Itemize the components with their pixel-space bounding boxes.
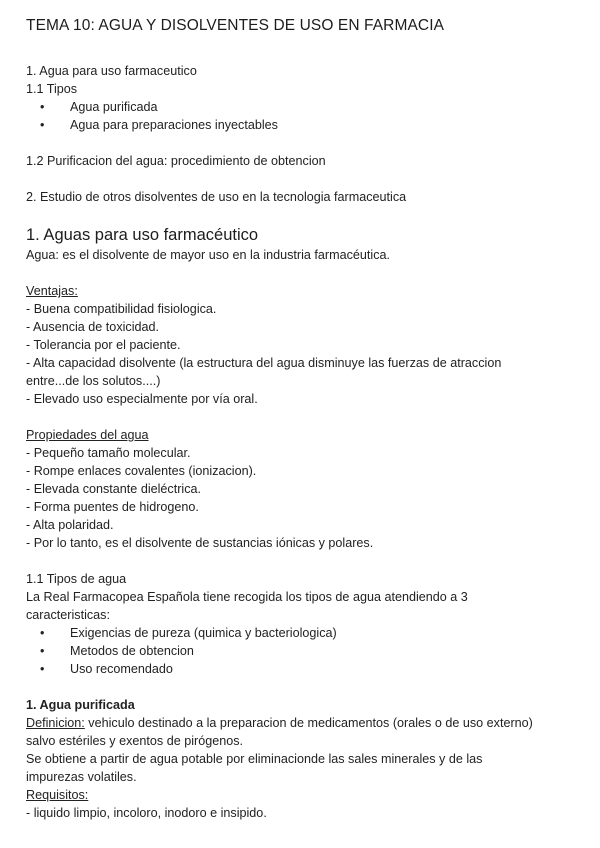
requisito-item: - liquido limpio, incoloro, inodoro e insipido. bbox=[26, 806, 267, 820]
section-heading-aguas: 1. Aguas para uso farmacéutico bbox=[26, 226, 259, 244]
index-item-1: 1. Agua para uso farmaceutico bbox=[26, 64, 197, 78]
propiedad-item: - Forma puentes de hidrogeno. bbox=[26, 500, 199, 514]
tipos-text-line-1: La Real Farmacopea Española tiene recogida los tipos de agua atendiendo a 3 bbox=[26, 590, 468, 604]
definicion-line-2: salvo estériles y exentos de pirógenos. bbox=[26, 734, 244, 748]
ventaja-item: - Tolerancia por el paciente. bbox=[26, 338, 181, 352]
propiedad-item: - Rompe enlaces covalentes (ionizacion). bbox=[26, 464, 257, 478]
index-item-2: 2. Estudio de otros disolventes de uso en la tecnologia farmaceutica bbox=[26, 190, 407, 204]
bullet-icon: • bbox=[40, 118, 45, 132]
propiedad-item: - Alta polaridad. bbox=[26, 518, 114, 532]
tipos-bullet-uso: Uso recomendado bbox=[70, 662, 173, 676]
index-bullet-inyectables: Agua para preparaciones inyectables bbox=[70, 118, 278, 132]
page-title: TEMA 10: AGUA Y DISOLVENTES DE USO EN FARMACIA bbox=[26, 17, 445, 34]
section-intro: Agua: es el disolvente de mayor uso en la industria farmacéutica. bbox=[26, 248, 391, 262]
ventaja-item: - Buena compatibilidad fisiologica. bbox=[26, 302, 217, 316]
index-bullet-purificada: Agua purificada bbox=[70, 100, 158, 114]
propiedades-label: Propiedades del agua bbox=[26, 428, 149, 442]
tipos-bullet-pureza: Exigencias de pureza (quimica y bacteriologica) bbox=[70, 626, 337, 640]
tipos-text-line-2: caracteristicas: bbox=[26, 608, 110, 622]
requisitos-label: Requisitos: bbox=[26, 788, 89, 802]
purificada-heading: 1. Agua purificada bbox=[26, 698, 135, 712]
definicion-label: Definicion: bbox=[26, 716, 85, 730]
propiedad-item: - Pequeño tamaño molecular. bbox=[26, 446, 191, 460]
obtencion-line-2: impurezas volatiles. bbox=[26, 770, 137, 784]
definicion-text: vehiculo destinado a la preparacion de medicamentos (orales o de uso externo) bbox=[84, 716, 533, 730]
tipos-bullet-metodos: Metodos de obtencion bbox=[70, 644, 194, 658]
bullet-icon: • bbox=[40, 100, 45, 114]
ventaja-item: - Elevado uso especialmente por vía oral. bbox=[26, 392, 258, 406]
ventajas-label: Ventajas: bbox=[26, 284, 78, 298]
obtencion-line-1: Se obtiene a partir de agua potable por eliminacionde las sales minerales y de las bbox=[26, 752, 483, 766]
ventaja-item: - Ausencia de toxicidad. bbox=[26, 320, 160, 334]
ventaja-item: - Alta capacidad disolvente (la estructura del agua disminuye las fuerzas de atraccion bbox=[26, 356, 502, 370]
definicion-line-1 bbox=[26, 714, 533, 732]
section-heading-tipos: 1.1 Tipos de agua bbox=[26, 572, 127, 586]
propiedad-item: - Por lo tanto, es el disolvente de sustancias iónicas y polares. bbox=[26, 536, 374, 550]
bullet-icon: • bbox=[40, 644, 45, 658]
index-item-1-2: 1.2 Purificacion del agua: procedimiento de obtencion bbox=[26, 154, 326, 168]
bullet-icon: • bbox=[40, 662, 45, 676]
index-item-1-1: 1.1 Tipos bbox=[26, 82, 78, 96]
propiedad-item: - Elevada constante dieléctrica. bbox=[26, 482, 202, 496]
ventaja-item-continuation: entre...de los solutos....) bbox=[26, 374, 161, 388]
bullet-icon: • bbox=[40, 626, 45, 640]
